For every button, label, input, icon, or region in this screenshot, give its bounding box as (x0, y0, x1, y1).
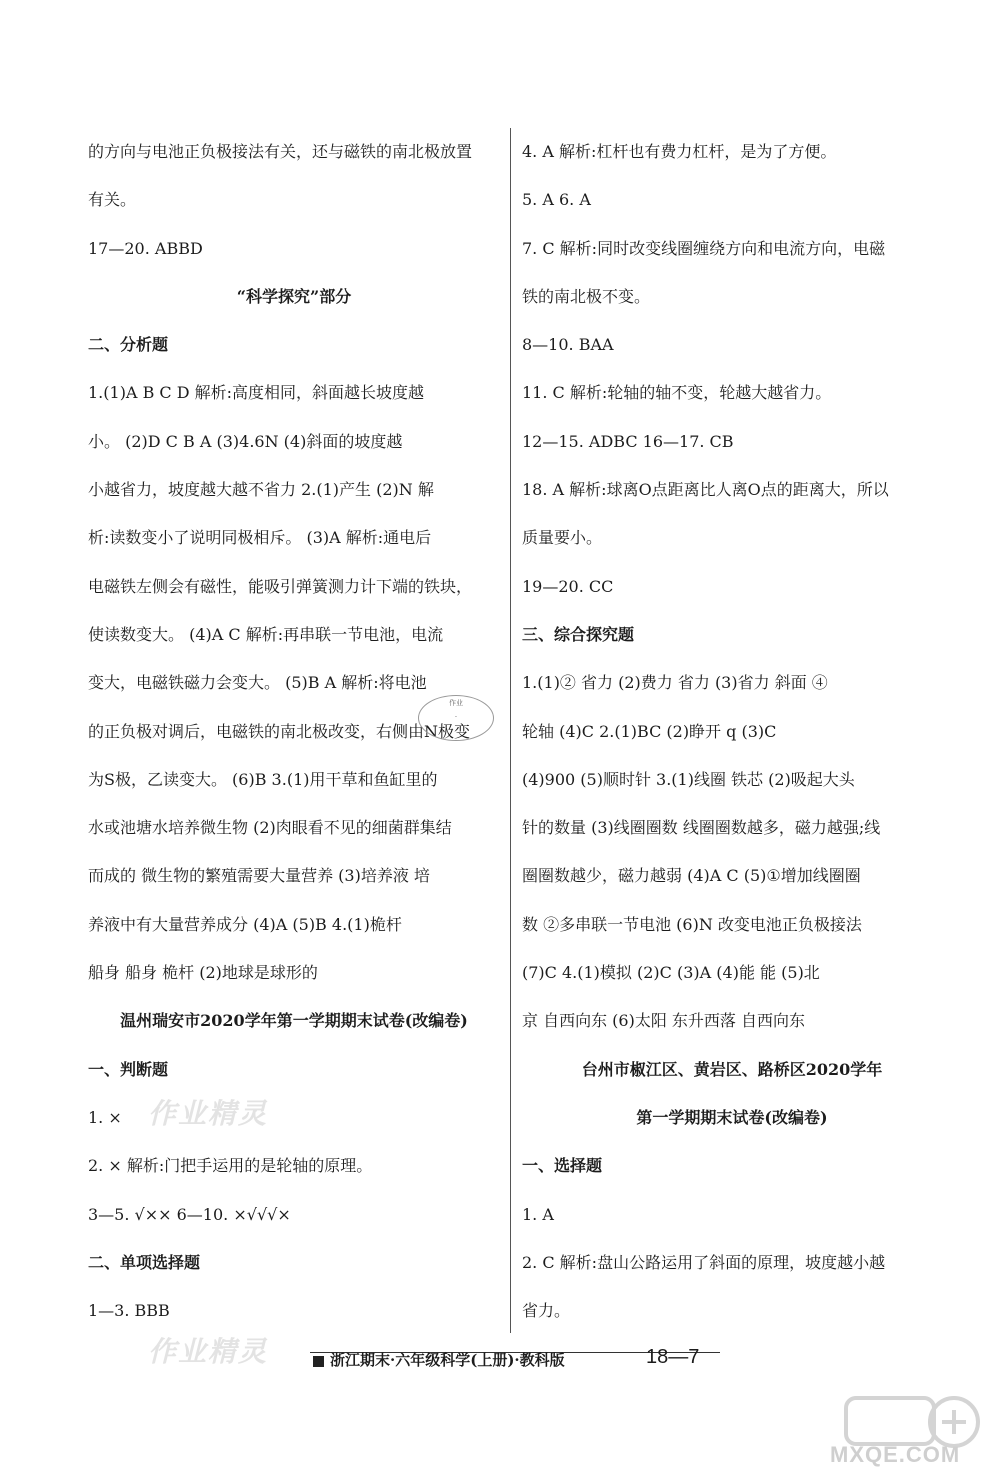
text-line: 电磁铁左侧会有磁性，能吸引弹簧测力计下端的铁块， (88, 576, 473, 596)
section-title: 二、分析题 (88, 335, 169, 355)
text-line: 17—20. ABBD (88, 238, 203, 258)
exam-title: 温州瑞安市2020学年第一学期期末试卷(改编卷) (120, 1011, 468, 1031)
section-title: 一、判断题 (88, 1059, 169, 1079)
text-line: 7. C 解析:同时改变线圈缠绕方向和电流方向，电磁 (522, 238, 886, 258)
text-line: 养液中有大量营养成分 (4)A (5)B 4.(1)桅杆 (88, 914, 402, 934)
section-title: 一、选择题 (522, 1156, 603, 1176)
text-line: 1.(1)② 省力 (2)费力 省力 (3)省力 斜面 ④ (522, 673, 828, 693)
text-line: 1.(1)A B C D 解析:高度相同，斜面越长坡度越 (88, 383, 425, 403)
watermark-site: MXQE.COM (830, 1442, 961, 1467)
text-line: 的方向与电池正负极接法有关，还与磁铁的南北极放置 (88, 142, 473, 161)
exam-title: 台州市椒江区、黄岩区、路桥区2020学年 (581, 1059, 883, 1079)
text-line: 11. C 解析:轮轴的轴不变，轮越大越省力。 (522, 383, 832, 403)
text-line: 析:读数变小了说明同极相斥。 (3)A 解析:通电后 (88, 528, 432, 548)
text-line: 2. × 解析:门把手运用的是轮轴的原理。 (88, 1156, 373, 1176)
text-line: 铁的南北极不变。 (522, 286, 651, 306)
watermark-text: 作业精灵 (148, 1335, 269, 1368)
text-line: 水或池塘水培养微生物 (2)肉眼看不见的细菌群集结 (88, 818, 452, 838)
section-title: 三、综合探究题 (522, 624, 635, 644)
text-line: 2. C 解析:盘山公路运用了斜面的原理，坡度越小越 (522, 1252, 886, 1272)
text-line: 1—3. BBB (88, 1301, 170, 1321)
text-line: 小越省力，坡度越大越不省力 2.(1)产生 (2)N 解 (88, 480, 434, 500)
text-line: 针的数量 (3)线圈圈数 线圈圈数越多，磁力越强;线 (522, 818, 881, 838)
stamp-mark: 作业 · (418, 695, 494, 741)
text-line: 圈圈数越少，磁力越弱 (4)A C (5)①增加线圈圈 (522, 866, 861, 886)
text-line: 1. A (522, 1204, 554, 1224)
text-line: 京 自西向东 (6)太阳 东升西落 自西向东 (522, 1011, 806, 1031)
text-line: 3—5. √×× 6—10. ×√√√× (88, 1204, 291, 1224)
square-icon (313, 1356, 324, 1367)
text-line: 为S极，乙读变大。 (6)B 3.(1)用干草和鱼缸里的 (88, 769, 438, 789)
book-title: 浙江期末·六年级科学(上册)·教科版 (330, 1351, 565, 1369)
watermark-text: 作业精灵 (148, 1097, 269, 1130)
text-line: 船身 船身 桅杆 (2)地球是球形的 (88, 963, 318, 983)
text-line: 而成的 微生物的繁殖需要大量营养 (3)培养液 培 (88, 866, 430, 886)
text-line: 有关。 (88, 190, 137, 210)
text-line: 18. A 解析:球离O点距离比人离O点的距离大，所以 (522, 480, 889, 500)
text-line: 数 ②多串联一节电池 (6)N 改变电池正负极接法 (522, 914, 862, 934)
text-line: 省力。 (522, 1301, 571, 1321)
text-line: 5. A 6. A (522, 190, 591, 210)
text-line: 12—15. ADBC 16—17. CB (522, 431, 734, 451)
text-line: 1. × (88, 1107, 122, 1127)
exam-title: 第一学期期末试卷(改编卷) (636, 1107, 828, 1127)
text-line: 小。 (2)D C B A (3)4.6N (4)斜面的坡度越 (88, 431, 403, 451)
text-line: 8—10. BAA (522, 335, 614, 355)
text-line: 轮轴 (4)C 2.(1)BC (2)睁开 q (3)C (522, 721, 777, 741)
text-line: 质量要小。 (522, 528, 603, 548)
page-footer (0, 1338, 1000, 1378)
section-title: 二、单项选择题 (88, 1252, 201, 1272)
text-line: 使读数变大。 (4)A C 解析:再串联一节电池，电流 (88, 624, 444, 644)
text-line: 19—20. CC (522, 576, 614, 596)
column-divider (510, 128, 511, 1333)
page-number: 18—7 (646, 1346, 700, 1368)
text-line: (4)900 (5)顺时针 3.(1)线圈 铁芯 (2)吸起大头 (522, 769, 855, 789)
right-column (522, 128, 942, 1335)
section-heading: “科学探究”部分 (236, 286, 352, 306)
text-line: 变大，电磁铁磁力会变大。 (5)B A 解析:将电池 (88, 673, 427, 693)
text-line: 4. A 解析:杠杆也有费力杠杆，是为了方便。 (522, 142, 837, 161)
text-line: (7)C 4.(1)模拟 (2)C (3)A (4)能 能 (5)北 (522, 963, 820, 983)
text-line: 的正负极对调后，电磁铁的南北极改变，右侧由N极变 (88, 721, 471, 741)
